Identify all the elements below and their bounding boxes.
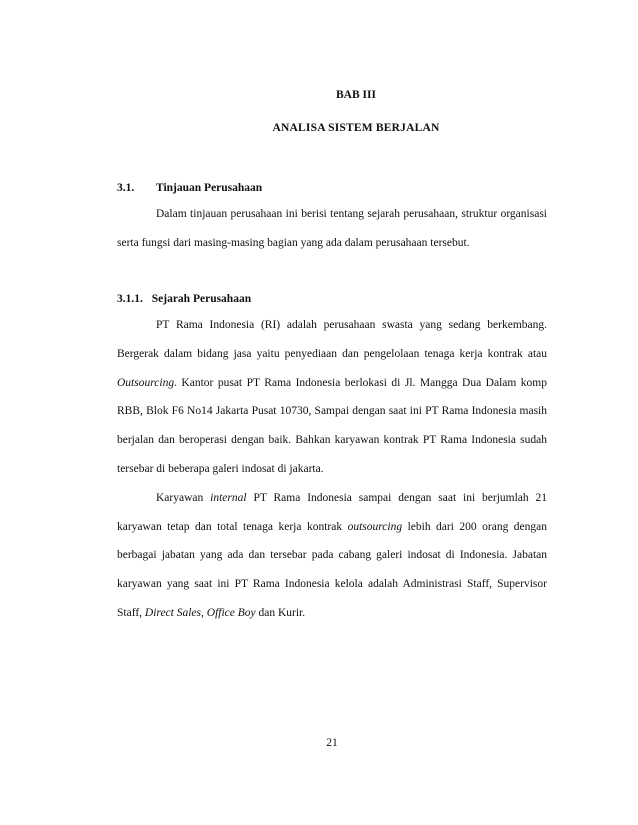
italic-term: outsourcing xyxy=(347,520,403,533)
chapter-title: ANALISA SISTEM BERJALAN xyxy=(272,122,440,134)
section-number: 3.1. xyxy=(117,182,135,194)
text: PT Rama Indonesia sampai dengan saat ini berjumlah 21 karyawan tetap dan total tenaga kerja kontrak xyxy=(117,491,548,533)
page-number: 21 xyxy=(326,737,338,749)
section-3-1-1-body xyxy=(117,311,547,628)
chapter-label: BAB III xyxy=(336,89,376,101)
subsection-title: Sejarah Perusahaan xyxy=(151,293,252,305)
section-3-1-body xyxy=(117,200,547,258)
paragraph-employees xyxy=(117,484,547,628)
paragraph: Dalam tinjauan perusahaan ini berisi tentang sejarah perusahaan, struktur organisasi serta fungsi dari masing-masing bagian yang ada dalam perusahaan tersebut. xyxy=(117,208,547,249)
italic-term: Outsourcing xyxy=(117,376,175,389)
italic-term: internal xyxy=(210,491,247,504)
paragraph-history xyxy=(117,311,547,484)
italic-term: Direct Sales, xyxy=(144,606,204,619)
italic-term: Office Boy xyxy=(206,606,256,619)
subsection-number: 3.1.1. xyxy=(117,293,143,305)
text: . Kantor pusat PT Rama Indonesia berlokasi di Jl. Mangga Dua Dalam komp RBB, Blok F6 No14 Jakarta Pusat 10730, Sampai dengan saat ini PT Rama Indonesia masih berjalan dan beroperasi dengan baik. Bahkan karyawan kontrak PT Rama Indonesia sudah tersebar di beberapa galeri indosat di jakarta. xyxy=(117,376,547,475)
text: dan Kurir. xyxy=(258,606,306,619)
text: Karyawan xyxy=(156,491,204,504)
text: lebih dari 200 orang dengan berbagai jabatan yang ada dan tersebar pada cabang galeri indosat di Indonesia. Jabatan karyawan yang saat ini PT Rama Indonesia kelola adalah Administrasi Staff, Supervisor Staff, xyxy=(117,520,548,619)
section-heading-3-1-1 xyxy=(117,293,251,305)
text: PT Rama Indonesia (RI) adalah perusahaan swasta yang sedang berkembang. Bergerak dalam bidang jasa yaitu penyediaan dan pengelolaan tenaga kerja kontrak atau xyxy=(117,319,547,360)
section-title: Tinjauan Perusahaan xyxy=(156,182,263,194)
